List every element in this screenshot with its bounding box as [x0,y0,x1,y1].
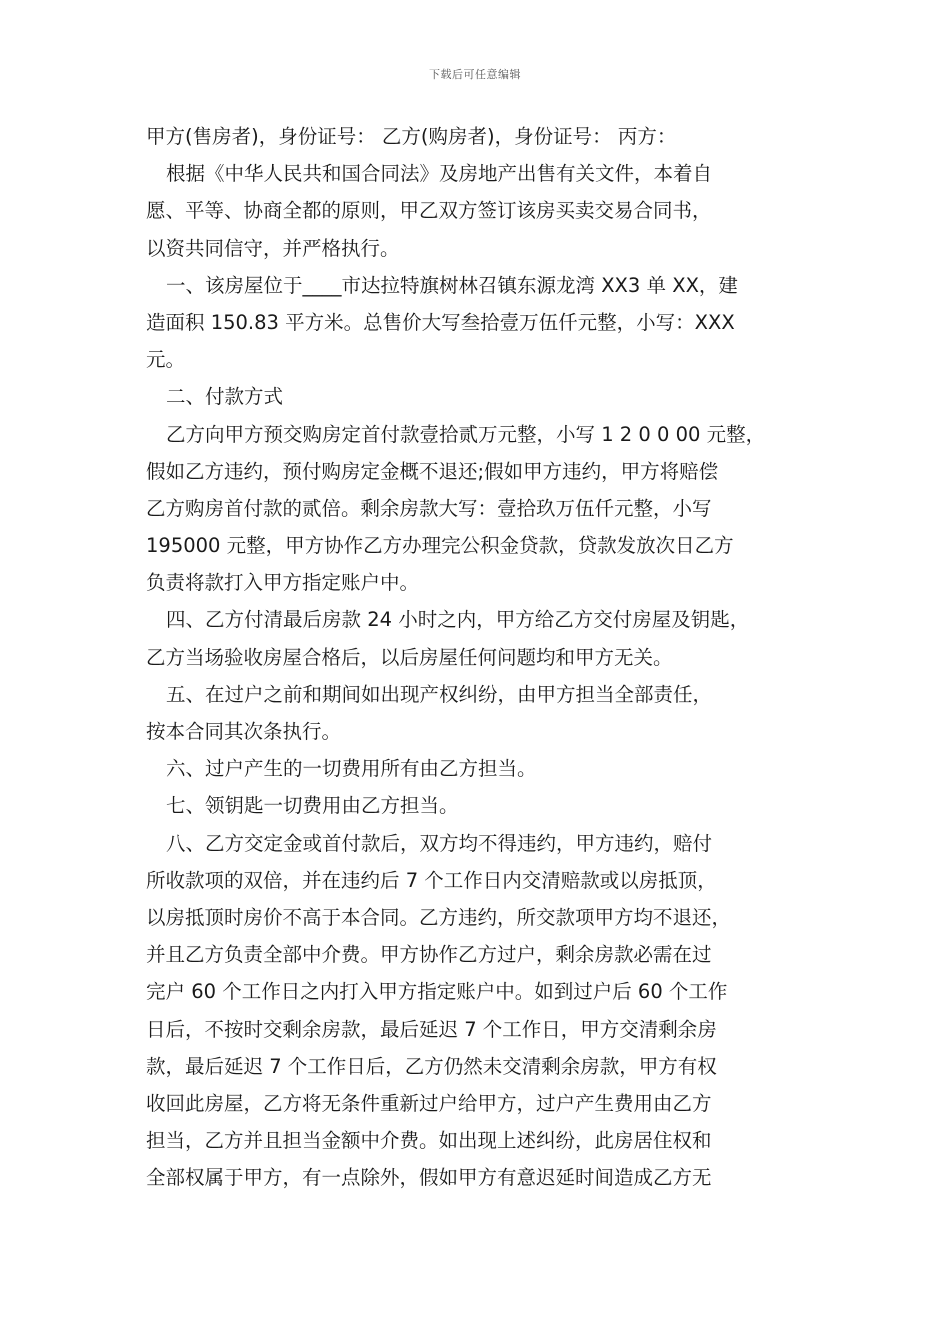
contract-line-text: 四、乙方付清最后房款 24 小时之内，甲方给乙方交付房屋及钥匙， [166,608,750,632]
contract-line-text: 乙方向甲方预交购房定首付款壹拾贰万元整，小写 1 2 0 0 00 元整， [166,422,766,446]
contract-line-text: 担当，乙方并且担当金额中介费。如出现上述纠纷，此房居住权和 [146,1129,712,1153]
contract-line-text: 根据《中华人民共和国合同法》及房地产出售有关文件，本着自 [166,162,713,186]
contract-line [146,378,826,415]
contract-line [146,973,826,1010]
contract-line [146,936,826,973]
contract-line-text: 七、领钥匙一切费用由乙方担当。 [166,794,459,818]
contract-line [146,825,826,862]
contract-line [146,1048,826,1085]
contract-line [146,676,826,713]
contract-line [146,155,826,192]
contract-line-text: 负责将款打入甲方指定账户中。 [146,571,420,595]
contract-line [146,1122,826,1159]
contract-line-text: 乙方当场验收房屋合格后，以后房屋任何问题均和甲方无关。 [146,645,673,669]
contract-line [146,862,826,899]
contract-line [146,750,826,787]
contract-line [146,341,826,378]
contract-line [146,601,826,638]
contract-line [146,787,826,824]
contract-line-text: 乙方购房首付款的贰倍。剩余房款大写：壹拾玖万伍仟元整，小写 [146,496,712,520]
contract-line [146,1085,826,1122]
contract-line [146,453,826,490]
contract-line-text: 造面积 150.83 平方米。总售价大写叁拾壹万伍仟元整，小写：XXX [146,310,735,334]
contract-line [146,1159,826,1196]
contract-line-text: 完户 60 个工作日之内打入甲方指定账户中。如到过户后 60 个工作 [146,980,728,1004]
contract-line [146,304,826,341]
contract-line [146,1011,826,1048]
contract-line [146,230,826,267]
contract-line-text: 日后，不按时交剩余房款，最后延迟 7 个工作日，甲方交清剩余房 [146,1017,717,1041]
contract-line-text: 五、在过户之前和期间如出现产权纠纷，由甲方担当全部责任， [166,682,713,706]
contract-line-text: 甲方(售房者)，身份证号： 乙方(购房者)，身份证号： 丙方： [146,125,677,148]
contract-line-text: 按本合同其次条执行。 [146,720,342,743]
contract-line [146,899,826,936]
contract-line [146,267,826,304]
contract-line-text: 愿、平等、协商全都的原则，甲乙双方签订该房买卖交易合同书， [146,199,712,223]
contract-line-text: 所收款项的双倍，并在违约后 7 个工作日内交清赔款或以房抵顶， [146,868,717,892]
contract-line-text: 195000 元整，甲方协作乙方办理完公积金贷款，贷款发放次日乙方 [146,534,734,558]
contract-line-text: 并且乙方负责全部中介费。甲方协作乙方过户，剩余房款必需在过 [146,943,712,967]
contract-line-text: 款，最后延迟 7 个工作日后，乙方仍然未交清剩余房款，甲方有权 [146,1054,717,1078]
contract-body [146,118,826,1196]
contract-line-text: 一、该房屋位于____市达拉特旗树林召镇东源龙湾 XX3 单 XX，建 [166,273,738,297]
contract-line-text: 以资共同信守，并严格执行。 [146,236,400,260]
contract-line-text: 全部权属于甲方，有一点除外，假如甲方有意迟延时间造成乙方无 [146,1166,712,1190]
contract-line [146,192,826,229]
contract-line [146,527,826,564]
contract-line [146,639,826,676]
contract-line-text: 八、乙方交定金或首付款后，双方均不得违约，甲方违约，赔付 [166,831,713,855]
contract-line [146,118,826,155]
contract-line-text: 假如乙方违约，预付购房定金概不退还;假如甲方违约，甲方将赔偿 [146,459,719,483]
contract-line-text: 收回此房屋，乙方将无条件重新过户给甲方，过户产生费用由乙方 [146,1091,712,1115]
contract-line-text: 六、过户产生的一切费用所有由乙方担当。 [166,757,537,781]
contract-line-text: 元。 [146,348,186,372]
contract-line [146,490,826,527]
header-note: 下载后可任意编辑 [429,68,521,81]
contract-line-text: 二、付款方式 [166,385,284,409]
contract-line [146,713,826,750]
contract-line [146,416,826,453]
contract-line [146,564,826,601]
contract-line-text: 以房抵顶时房价不高于本合同。乙方违约，所交款项甲方均不退还， [146,905,732,929]
